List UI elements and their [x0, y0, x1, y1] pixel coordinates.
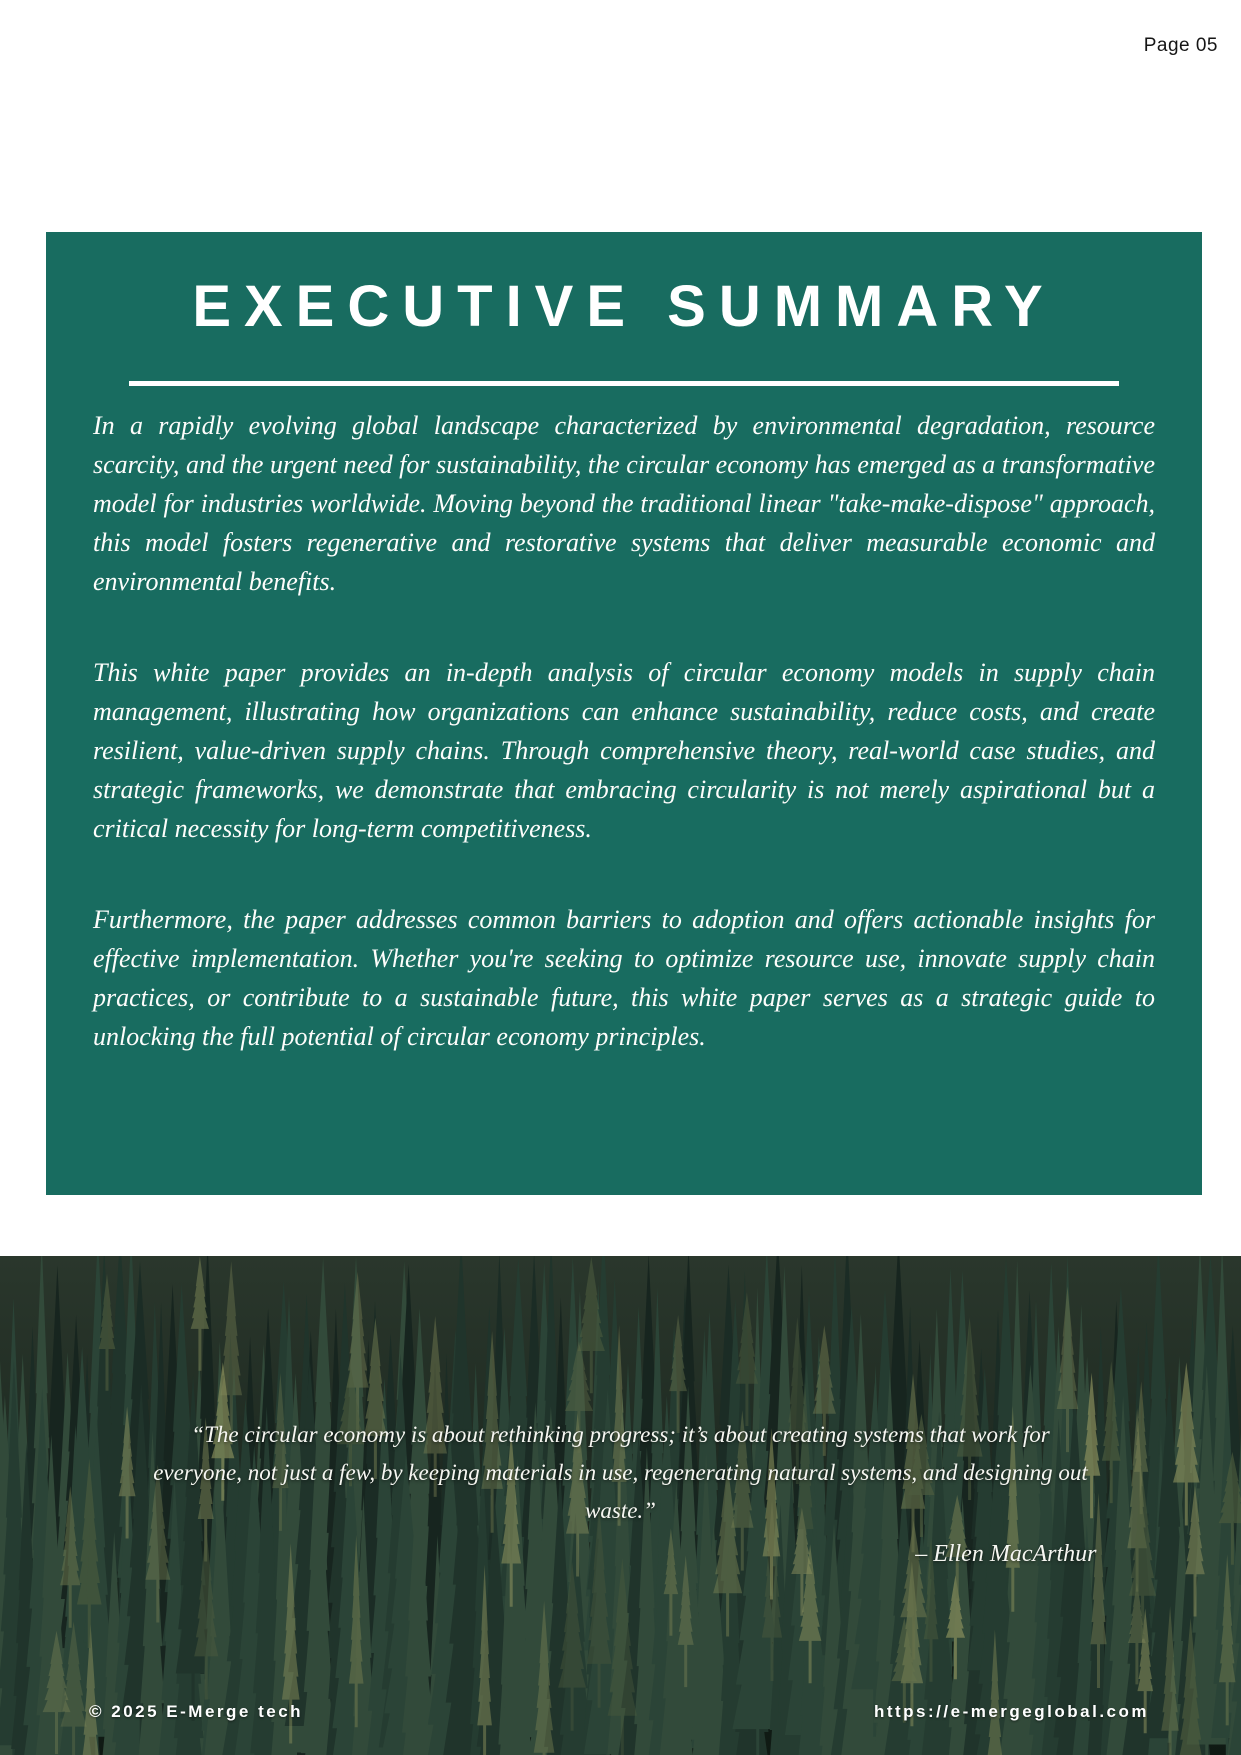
summary-paragraph-2: This white paper provides an in-depth analysis of circular economy models in supply chain management, illustrating how organizations can enhance sustainability, reduce costs, and create resilient, value-driven supply chains. Through comprehensive theory, real-world case studies, and strategic frameworks, we demonstrate that embracing circularity is not merely aspirational but a critical necessity for long-term competitiveness. — [93, 657, 1155, 843]
executive-summary-card — [46, 232, 1202, 1195]
quote-text: “The circular economy is about rethinking progress; it’s about creating systems that work for everyone, not just a few, by keeping materials in use, regenerating natural systems, and designing out waste.” — [153, 1422, 1088, 1523]
forest-banner — [0, 1256, 1241, 1755]
copyright-text: © 2025 E-Merge tech — [89, 1702, 304, 1721]
executive-summary-title: EXECUTIVE SUMMARY — [192, 274, 1056, 339]
title-underline-divider — [129, 381, 1119, 386]
quote-attribution: – Ellen MacArthur — [915, 1541, 1097, 1567]
quote-block — [145, 1416, 1097, 1573]
website-link[interactable]: https://e-mergeglobal.com — [873, 1702, 1149, 1721]
summary-paragraph-3: Furthermore, the paper addresses common barriers to adoption and offers actionable insights for effective implementation. Whether you're seeking to optimize resource use, innovate supply chain practices, or contribute to a sustainable future, this white paper serves as a strategic guide to unlocking the full potential of circular economy principles. — [93, 904, 1155, 1051]
summary-paragraph-1: In a rapidly evolving global landscape characterized by environmental degradation, resource scarcity, and the urgent need for sustainability, the circular economy has emerged as a transformative model for industries worldwide. Moving beyond the traditional linear "take-make-dispose" approach, this model fosters regenerative and restorative systems that deliver measurable economic and environmental benefits. — [93, 410, 1155, 596]
page-number: Page 05 — [1143, 35, 1218, 56]
summary-body — [93, 406, 1155, 1056]
page-footer — [89, 1702, 1149, 1722]
